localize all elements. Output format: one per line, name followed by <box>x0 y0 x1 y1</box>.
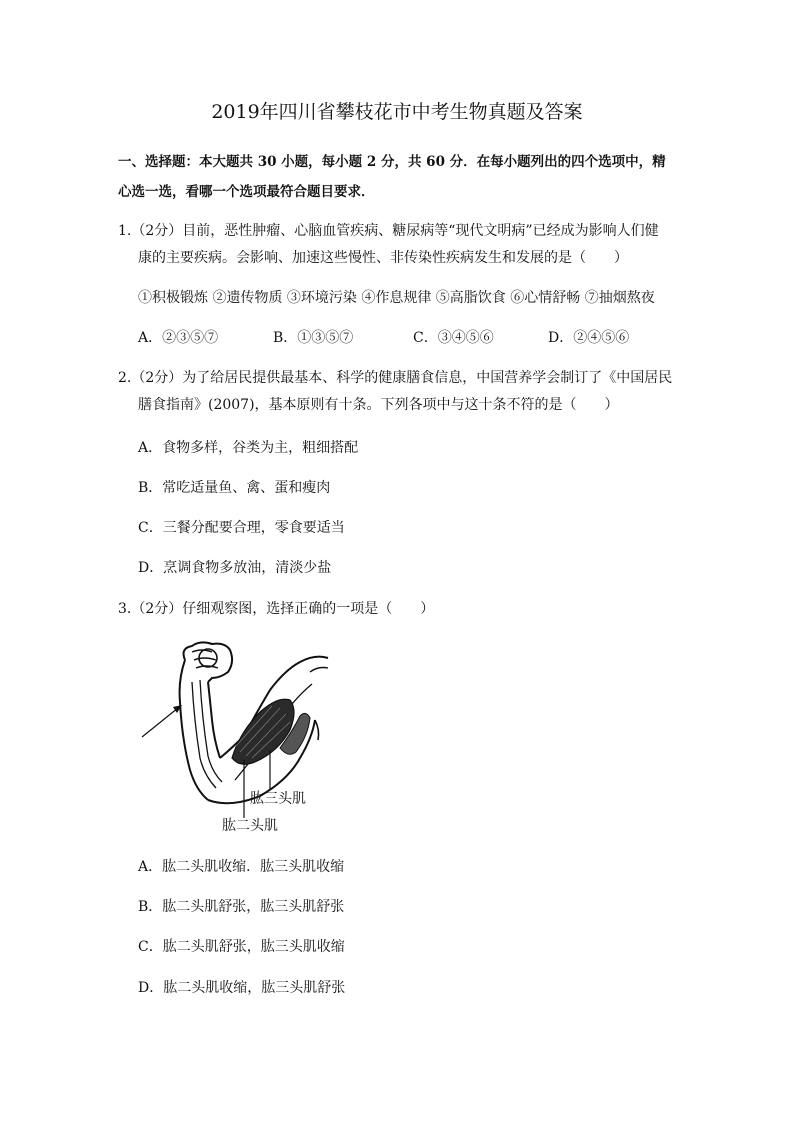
question-1-line2: 康的主要疾病。会影响、加速这些慢性、非传染性疾病发生和发展的是（ ） <box>138 250 628 266</box>
forearm-inner <box>208 682 220 758</box>
section-heading-line2: 心选一选，看哪一个选项最符合题目要求． <box>118 184 375 200</box>
question-2-option-d[interactable]: D．烹调食物多放油，清淡少盐 <box>138 560 332 576</box>
question-1-items: ①积极锻炼 ②遗传物质 ③环境污染 ④作息规律 ⑤高脂饮食 ⑥心情舒畅 ⑦抽烟熬夜 <box>138 290 655 306</box>
question-1-option-c[interactable]: C．③④⑤⑥ <box>413 330 494 346</box>
radius-bone <box>192 682 216 788</box>
arm-muscle-figure <box>140 640 360 840</box>
question-1-line1: 1.（2分）目前，恶性肿瘤、心脑血管疾病、糖尿病等“现代文明病”已经成为影响人们健 <box>118 223 659 239</box>
question-1-option-b[interactable]: B．①③⑤⑦ <box>273 330 354 346</box>
biceps-label: 肱二头肌 <box>222 818 278 834</box>
question-2-line2: 膳食指南》(2007)，基本原则有十条。下列各项中与这十条不符的是（ ） <box>138 397 619 413</box>
question-2-option-b[interactable]: B．常吃适量鱼、禽、蛋和瘦肉 <box>138 480 331 496</box>
arm-illustration <box>140 640 360 840</box>
question-2-line1: 2.（2分）为了给居民提供最基本、科学的健康膳食信息，中国营养学会制订了《中国居民 <box>118 370 673 386</box>
triceps-label: 肱三头肌 <box>250 791 306 807</box>
question-3-option-d[interactable]: D．肱二头肌收缩，肱三头肌舒张 <box>138 980 346 996</box>
question-1-option-d[interactable]: D．②④⑤⑥ <box>548 330 630 346</box>
biceps-muscle <box>232 699 294 764</box>
question-3-option-b[interactable]: B．肱二头肌舒张，肱三头肌舒张 <box>138 899 345 915</box>
pointer-arrow-line <box>142 708 178 737</box>
question-2-option-a[interactable]: A．食物多样，谷类为主，粗细搭配 <box>138 440 359 456</box>
question-3-option-a[interactable]: A．肱二头肌收缩．肱三头肌收缩 <box>138 859 345 875</box>
elbow-back <box>315 720 319 740</box>
question-1-option-a[interactable]: A．②③⑤⑦ <box>138 330 219 346</box>
shoulder-line <box>310 668 328 673</box>
section-heading-line1: 一、选择题：本大题共 30 小题，每小题 2 分，共 60 分．在每小题列出的四个选项中，精 <box>118 154 666 170</box>
page-title: 2019年四川省攀枝花市中考生物真题及答案 <box>211 101 583 123</box>
question-3-line1: 3.（2分）仔细观察图，选择正确的一项是（ ） <box>118 601 435 617</box>
question-2-option-c[interactable]: C．三餐分配要合理，零食要适当 <box>138 520 345 536</box>
question-3-option-c[interactable]: C．肱二头肌舒张，肱三头肌收缩 <box>138 939 345 955</box>
